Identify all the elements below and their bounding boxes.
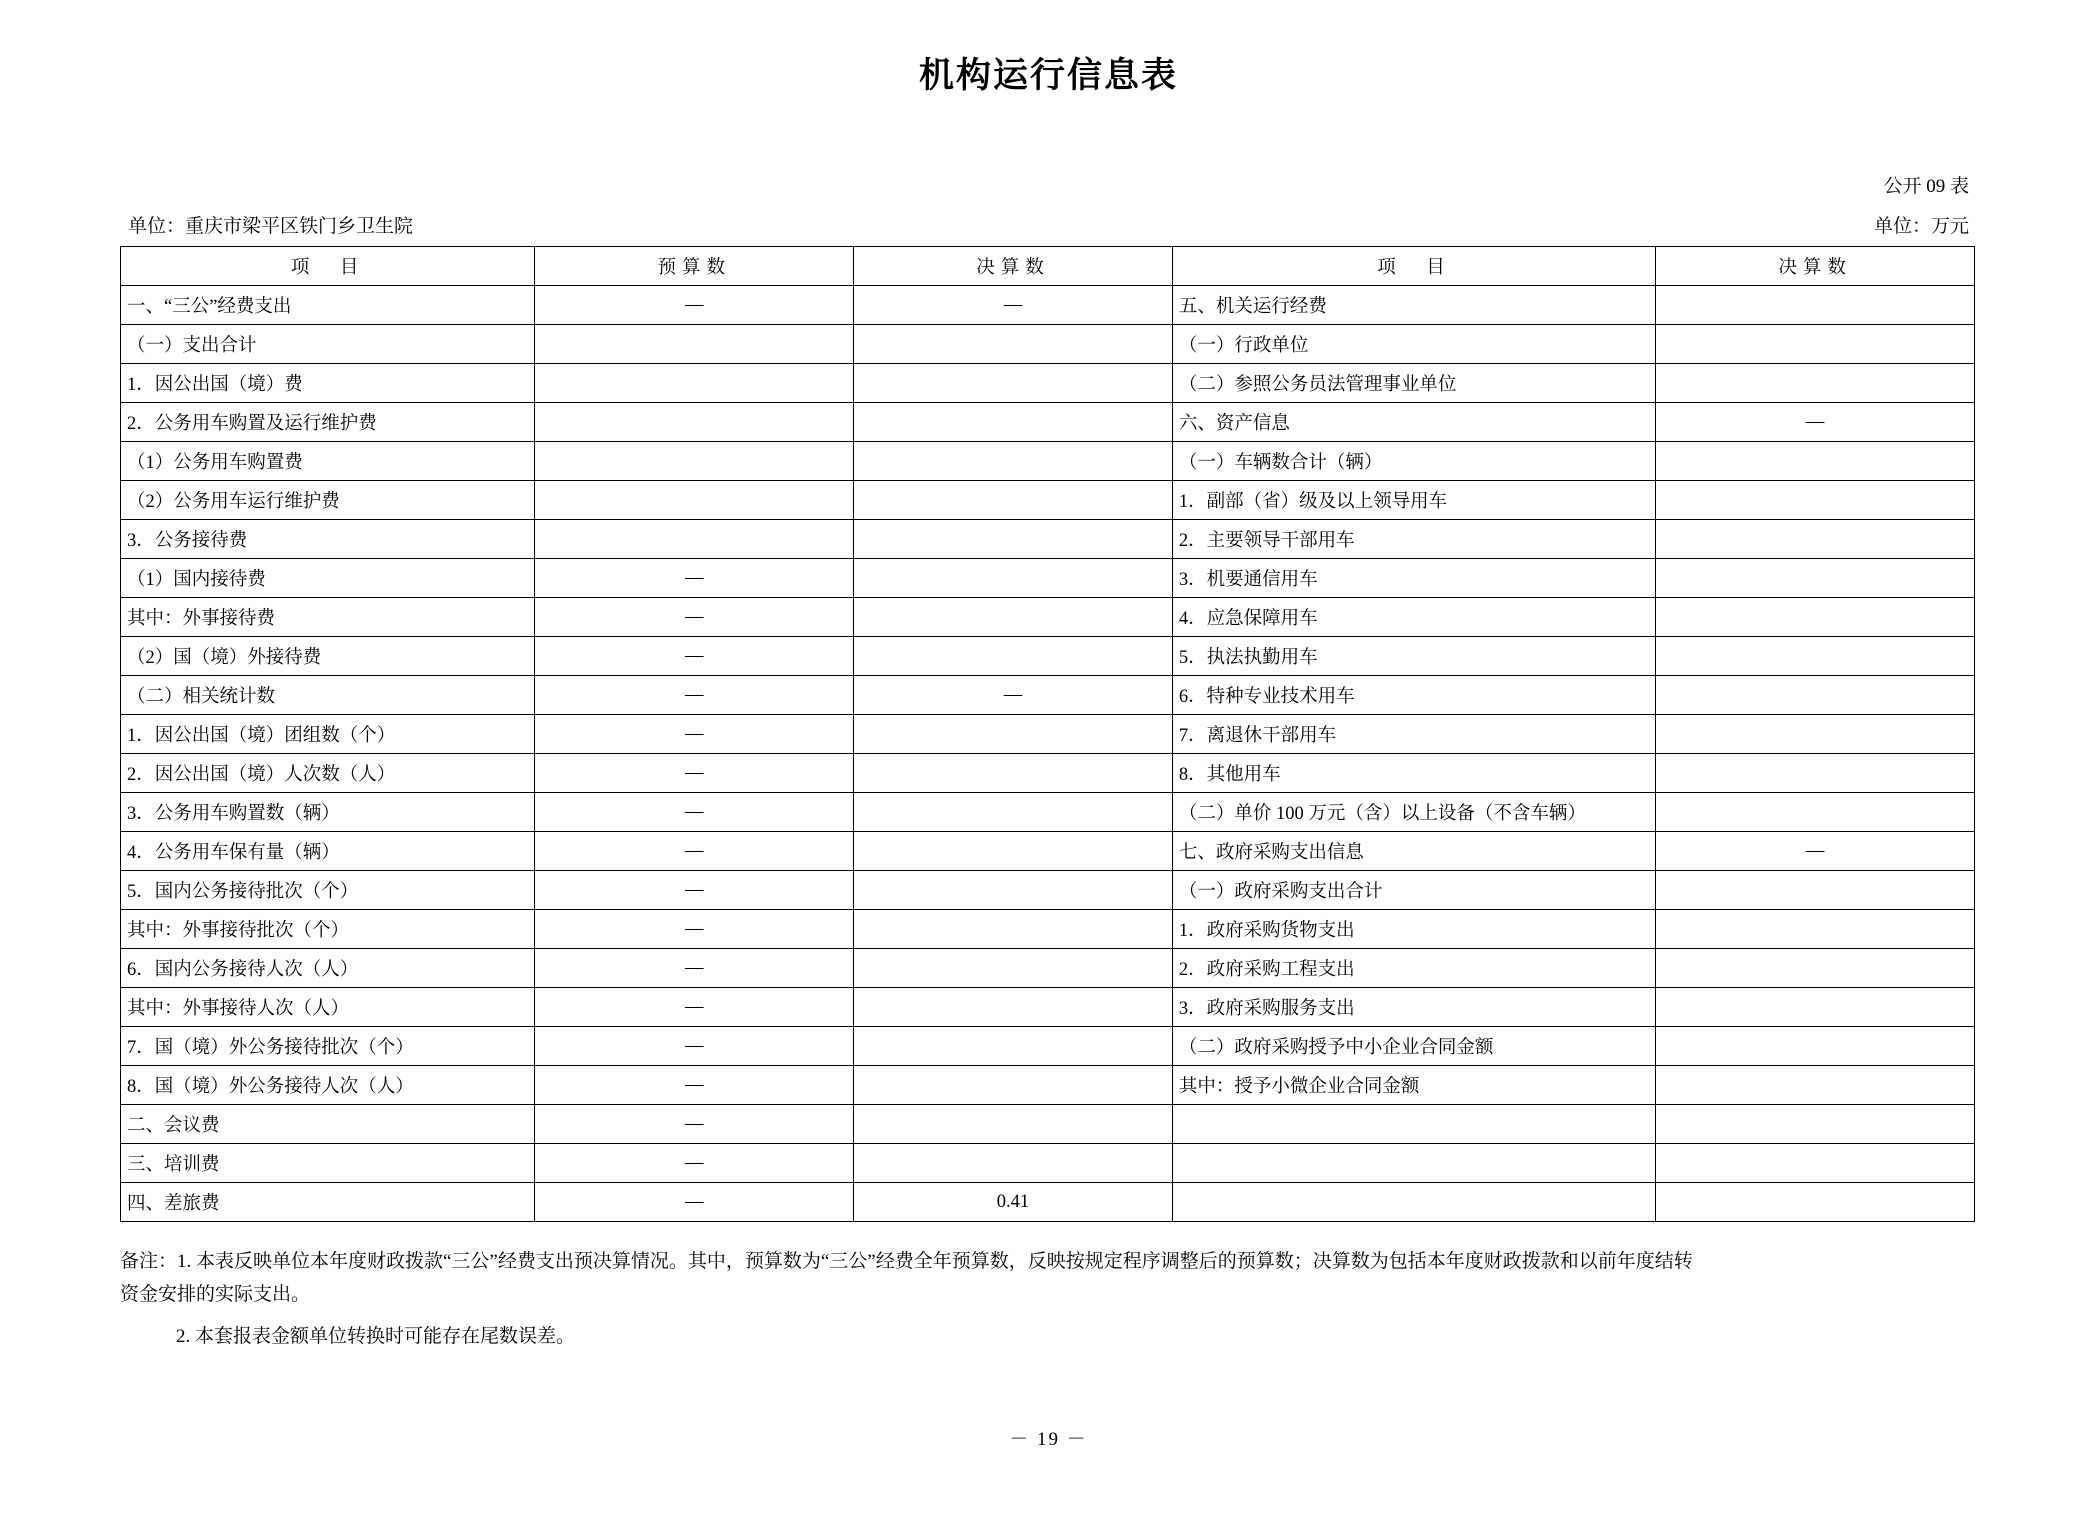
row-right-label: 1．政府采购货物支出 [1172, 910, 1655, 949]
row-final-value [854, 910, 1173, 949]
table-row [121, 598, 1975, 637]
row-budget-value: — [535, 637, 854, 676]
row-final-value [854, 1144, 1173, 1183]
row-final-value [854, 793, 1173, 832]
note-line-3: 2. 本套报表金额单位转换时可能存在尾数误差。 [176, 1326, 576, 1347]
row-right-final-value [1656, 559, 1975, 598]
row-right-label: （一）政府采购支出合计 [1172, 871, 1655, 910]
row-right-final-value: — [1656, 832, 1975, 871]
row-right-final-value [1656, 1183, 1975, 1222]
row-final-value [854, 1027, 1173, 1066]
row-left-label: （二）相关统计数 [121, 676, 535, 715]
row-right-label: 六、资产信息 [1172, 403, 1655, 442]
document-page [0, 48, 2097, 1529]
table-row [121, 832, 1975, 871]
table-row [121, 403, 1975, 442]
row-final-value [854, 754, 1173, 793]
row-right-label: 2．政府采购工程支出 [1172, 949, 1655, 988]
row-right-final-value [1656, 676, 1975, 715]
row-right-final-value [1656, 793, 1975, 832]
table-row [121, 559, 1975, 598]
row-right-label: 3．政府采购服务支出 [1172, 988, 1655, 1027]
row-right-final-value [1656, 1066, 1975, 1105]
table-row [121, 949, 1975, 988]
row-budget-value [535, 481, 854, 520]
row-left-label: 4．公务用车保有量（辆） [121, 832, 535, 871]
row-left-label: 6．国内公务接待人次（人） [121, 949, 535, 988]
row-final-value [854, 637, 1173, 676]
row-left-label: 1．因公出国（境）团组数（个） [121, 715, 535, 754]
row-right-final-value [1656, 910, 1975, 949]
row-right-final-value [1656, 364, 1975, 403]
row-budget-value: — [535, 1066, 854, 1105]
row-left-label: 其中：外事接待批次（个） [121, 910, 535, 949]
row-left-label: 2．公务用车购置及运行维护费 [121, 403, 535, 442]
row-left-label: （2）公务用车运行维护费 [121, 481, 535, 520]
table-row [121, 442, 1975, 481]
table-row [121, 637, 1975, 676]
unit-name-label: 单位：重庆市梁平区铁门乡卫生院 [128, 216, 414, 237]
row-right-final-value [1656, 988, 1975, 1027]
row-right-label: 七、政府采购支出信息 [1172, 832, 1655, 871]
row-final-value [854, 403, 1173, 442]
row-right-final-value [1656, 520, 1975, 559]
row-budget-value: — [535, 715, 854, 754]
row-budget-value: — [535, 754, 854, 793]
row-budget-value: — [535, 988, 854, 1027]
row-right-final-value [1656, 871, 1975, 910]
institution-operation-table [120, 246, 1975, 1222]
row-final-value [854, 325, 1173, 364]
row-right-label: 五、机关运行经费 [1172, 286, 1655, 325]
row-right-label: 3．机要通信用车 [1172, 559, 1655, 598]
row-budget-value [535, 442, 854, 481]
row-final-value [854, 871, 1173, 910]
row-budget-value [535, 325, 854, 364]
row-final-value [854, 481, 1173, 520]
table-row [121, 1105, 1975, 1144]
row-final-value [854, 1066, 1173, 1105]
table-row [121, 520, 1975, 559]
header-budget: 预算数 [535, 247, 854, 286]
row-right-final-value [1656, 1027, 1975, 1066]
row-budget-value: — [535, 286, 854, 325]
row-left-label: 3．公务用车购置数（辆） [121, 793, 535, 832]
row-final-value [854, 949, 1173, 988]
table-row [121, 910, 1975, 949]
table-row [121, 793, 1975, 832]
row-final-value [854, 559, 1173, 598]
row-final-value [854, 442, 1173, 481]
table-row [121, 1066, 1975, 1105]
row-right-final-value [1656, 637, 1975, 676]
row-budget-value: — [535, 871, 854, 910]
row-right-final-value [1656, 715, 1975, 754]
row-final-value [854, 988, 1173, 1027]
row-final-value [854, 520, 1173, 559]
row-right-label: （一）车辆数合计（辆） [1172, 442, 1655, 481]
row-budget-value: — [535, 793, 854, 832]
row-right-label [1172, 1144, 1655, 1183]
row-right-label: 1．副部（省）级及以上领导用车 [1172, 481, 1655, 520]
row-budget-value: — [535, 949, 854, 988]
row-budget-value [535, 520, 854, 559]
notes-block [120, 1245, 1980, 1353]
row-right-final-value [1656, 286, 1975, 325]
note-line-2: 资金安排的实际支出。 [120, 1284, 311, 1305]
row-budget-value: — [535, 676, 854, 715]
row-budget-value: — [535, 559, 854, 598]
table-row [121, 481, 1975, 520]
table-row [121, 754, 1975, 793]
header-right-final: 决算数 [1656, 247, 1975, 286]
row-right-final-value [1656, 949, 1975, 988]
row-left-label: 3．公务接待费 [121, 520, 535, 559]
row-budget-value: — [535, 832, 854, 871]
row-right-final-value [1656, 1144, 1975, 1183]
row-final-value [854, 364, 1173, 403]
header-final: 决算数 [854, 247, 1173, 286]
row-right-final-value [1656, 754, 1975, 793]
row-budget-value: — [535, 1183, 854, 1222]
header-right-item: 项 目 [1172, 247, 1655, 286]
table-row [121, 1183, 1975, 1222]
row-budget-value: — [535, 1027, 854, 1066]
page-number: － 19 － [1009, 1429, 1088, 1450]
table-row [121, 1027, 1975, 1066]
row-budget-value [535, 364, 854, 403]
row-right-label: （一）行政单位 [1172, 325, 1655, 364]
table-header-row [121, 247, 1975, 286]
row-left-label: 8．国（境）外公务接待人次（人） [121, 1066, 535, 1105]
note-line-1: 备注：1. 本表反映单位本年度财政拨款“三公”经费支出预决算情况。其中，预算数为“三公”经费全年预算数，反映按规定程序调整后的预算数；决算数为包括本年度财政拨款和以前年度结转 [120, 1251, 1693, 1272]
row-right-final-value [1656, 481, 1975, 520]
row-left-label: 1．因公出国（境）费 [121, 364, 535, 403]
row-final-value [854, 598, 1173, 637]
table-row [121, 325, 1975, 364]
row-left-label: 2．因公出国（境）人次数（人） [121, 754, 535, 793]
form-number: 公开 09 表 [1883, 176, 1969, 197]
row-right-label: （二）参照公务员法管理事业单位 [1172, 364, 1655, 403]
row-left-label: 四、差旅费 [121, 1183, 535, 1222]
page-title: 机构运行信息表 [918, 56, 1178, 95]
row-left-label: 一、“三公”经费支出 [121, 286, 535, 325]
row-budget-value: — [535, 910, 854, 949]
row-final-value [854, 832, 1173, 871]
amount-unit-label: 单位：万元 [1873, 216, 1969, 237]
table-row [121, 715, 1975, 754]
row-right-label: 2．主要领导干部用车 [1172, 520, 1655, 559]
table-row [121, 286, 1975, 325]
row-left-label: （1）公务用车购置费 [121, 442, 535, 481]
row-left-label: （2）国（境）外接待费 [121, 637, 535, 676]
header-left-item: 项 目 [121, 247, 535, 286]
row-left-label: 5．国内公务接待批次（个） [121, 871, 535, 910]
row-final-value: — [854, 286, 1173, 325]
row-right-label: （二）政府采购授予中小企业合同金额 [1172, 1027, 1655, 1066]
row-left-label: 7．国（境）外公务接待批次（个） [121, 1027, 535, 1066]
row-right-label: 5．执法执勤用车 [1172, 637, 1655, 676]
row-right-label: （二）单价 100 万元（含）以上设备（不含车辆） [1172, 793, 1655, 832]
row-right-final-value [1656, 325, 1975, 364]
row-left-label: 二、会议费 [121, 1105, 535, 1144]
row-right-final-value: — [1656, 403, 1975, 442]
row-right-final-value [1656, 598, 1975, 637]
row-final-value [854, 715, 1173, 754]
row-right-label: 4．应急保障用车 [1172, 598, 1655, 637]
row-right-label: 其中：授予小微企业合同金额 [1172, 1066, 1655, 1105]
row-left-label: 其中：外事接待费 [121, 598, 535, 637]
row-budget-value: — [535, 1144, 854, 1183]
row-left-label: 其中：外事接待人次（人） [121, 988, 535, 1027]
row-budget-value: — [535, 598, 854, 637]
table-row [121, 1144, 1975, 1183]
row-right-label: 7．离退休干部用车 [1172, 715, 1655, 754]
row-left-label: 三、培训费 [121, 1144, 535, 1183]
table-body [121, 286, 1975, 1222]
table-row [121, 871, 1975, 910]
row-final-value: 0.41 [854, 1183, 1173, 1222]
row-final-value [854, 1105, 1173, 1144]
table-row [121, 676, 1975, 715]
row-left-label: （一）支出合计 [121, 325, 535, 364]
row-left-label: （1）国内接待费 [121, 559, 535, 598]
row-right-final-value [1656, 1105, 1975, 1144]
row-right-label: 6．特种专业技术用车 [1172, 676, 1655, 715]
table-row [121, 364, 1975, 403]
row-right-label: 8．其他用车 [1172, 754, 1655, 793]
row-budget-value: — [535, 1105, 854, 1144]
row-final-value: — [854, 676, 1173, 715]
row-right-label [1172, 1183, 1655, 1222]
table-row [121, 988, 1975, 1027]
row-right-label [1172, 1105, 1655, 1144]
row-budget-value [535, 403, 854, 442]
row-right-final-value [1656, 442, 1975, 481]
